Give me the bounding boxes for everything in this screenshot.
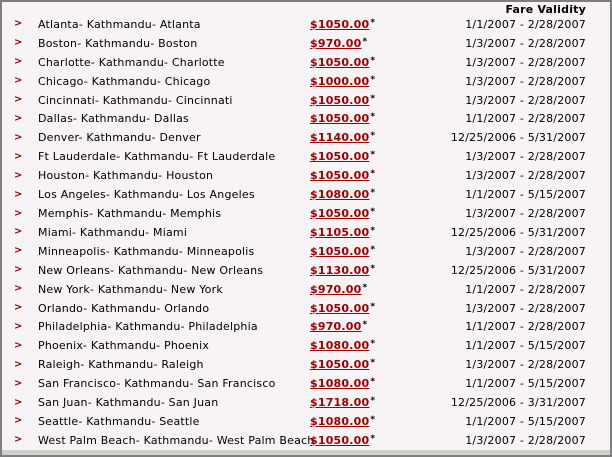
fare-asterisk-icon: * (362, 36, 368, 47)
fare-cell (310, 150, 396, 163)
arrow-right-icon: > (14, 131, 23, 143)
fare-price-link[interactable]: $1000.00 (310, 74, 370, 88)
fare-cell (310, 75, 396, 88)
fare-price-link[interactable]: $1050.00 (310, 150, 370, 164)
arrow-right-icon: > (14, 207, 23, 219)
arrow-right-icon: > (14, 302, 23, 314)
route-label: Raleigh- Kathmandu- Raleigh (38, 358, 204, 372)
arrow-right-icon: > (14, 415, 23, 427)
route-label: Philadelphia- Kathmandu- Philadelphia (38, 320, 258, 334)
fare-validity-text: 12/25/2006 - 5/31/2007 (450, 131, 586, 145)
arrow-right-icon: > (14, 358, 23, 370)
route-label: Memphis- Kathmandu- Memphis (38, 207, 222, 221)
arrow-right-icon: > (14, 150, 23, 162)
fare-price-link[interactable]: $1140.00 (310, 131, 370, 145)
fare-asterisk-icon: * (370, 74, 376, 85)
fare-cell (310, 112, 396, 125)
route-label: Boston- Kathmandu- Boston (38, 36, 198, 50)
fare-asterisk-icon: * (370, 207, 376, 218)
fare-price-link[interactable]: $970.00 (310, 320, 362, 334)
fare-price-link[interactable]: $1080.00 (310, 414, 370, 428)
fare-row (2, 242, 610, 261)
fare-cell (310, 207, 396, 220)
route-label: Ft Lauderdale- Kathmandu- Ft Lauderdale (38, 150, 276, 164)
fare-row (2, 185, 610, 204)
fare-cell (310, 320, 396, 333)
fare-validity-text: 1/1/2007 - 2/28/2007 (465, 320, 586, 334)
fare-cell (310, 302, 396, 315)
arrow-right-icon: > (14, 56, 23, 68)
fare-validity-text: 12/25/2006 - 5/31/2007 (450, 263, 586, 277)
fare-row (2, 431, 610, 450)
fare-validity-text: 12/25/2006 - 5/31/2007 (450, 225, 586, 239)
fare-price-link[interactable]: $1050.00 (310, 169, 370, 183)
arrow-right-icon: > (14, 377, 23, 389)
fare-asterisk-icon: * (370, 169, 376, 180)
arrow-right-icon: > (14, 264, 23, 276)
route-label: Minneapolis- Kathmandu- Minneapolis (38, 244, 255, 258)
fare-row (2, 412, 610, 431)
route-label: San Francisco- Kathmandu- San Francisco (38, 377, 276, 391)
fare-asterisk-icon: * (362, 282, 368, 293)
fare-row (2, 355, 610, 374)
fare-cell (310, 37, 396, 50)
route-label: Dallas- Kathmandu- Dallas (38, 112, 189, 126)
fare-row (2, 318, 610, 337)
arrow-right-icon: > (14, 396, 23, 408)
fare-validity-text: 1/1/2007 - 5/15/2007 (465, 414, 586, 428)
fare-price-link[interactable]: $1050.00 (310, 244, 370, 258)
fare-rows-container (2, 15, 610, 450)
fare-row (2, 204, 610, 223)
route-label: Atlanta- Kathmandu- Atlanta (38, 17, 201, 31)
fare-cell (310, 56, 396, 69)
fare-row (2, 128, 610, 147)
fare-validity-text: 1/1/2007 - 2/28/2007 (465, 17, 586, 31)
fare-cell (310, 131, 396, 144)
route-label: Los Angeles- Kathmandu- Los Angeles (38, 188, 255, 202)
fare-row (2, 110, 610, 129)
fare-asterisk-icon: * (370, 433, 376, 444)
bottom-gray-strip (2, 450, 610, 455)
fare-cell (310, 264, 396, 277)
fare-asterisk-icon: * (362, 320, 368, 331)
fare-asterisk-icon: * (370, 301, 376, 312)
fare-validity-text: 12/25/2006 - 3/31/2007 (450, 396, 586, 410)
fare-price-link[interactable]: $970.00 (310, 36, 362, 50)
arrow-right-icon: > (14, 339, 23, 351)
route-label: San Juan- Kathmandu- San Juan (38, 396, 219, 410)
arrow-right-icon: > (14, 434, 23, 446)
arrow-right-icon: > (14, 226, 23, 238)
fare-cell (310, 415, 396, 428)
arrow-right-icon: > (14, 112, 23, 124)
arrow-right-icon: > (14, 37, 23, 49)
fare-validity-text: 1/1/2007 - 2/28/2007 (465, 112, 586, 126)
fare-row (2, 91, 610, 110)
fare-cell (310, 283, 396, 296)
table-header-row (2, 2, 610, 15)
fare-asterisk-icon: * (370, 131, 376, 142)
fare-validity-text: 1/3/2007 - 2/28/2007 (465, 169, 586, 183)
fare-row (2, 72, 610, 91)
fare-cell (310, 339, 396, 352)
arrow-right-icon: > (14, 94, 23, 106)
fare-row (2, 223, 610, 242)
fare-cell (310, 358, 396, 371)
fare-price-link[interactable]: $1050.00 (310, 55, 370, 69)
fare-cell (310, 245, 396, 258)
fare-price-link[interactable]: $1080.00 (310, 188, 370, 202)
route-label: Chicago- Kathmandu- Chicago (38, 74, 211, 88)
fare-price-link[interactable]: $1050.00 (310, 207, 370, 221)
fare-price-link[interactable]: $1050.00 (310, 17, 370, 31)
route-label: New Orleans- Kathmandu- New Orleans (38, 263, 264, 277)
fare-validity-text: 1/3/2007 - 2/28/2007 (465, 150, 586, 164)
route-label: New York- Kathmandu- New York (38, 282, 223, 296)
route-label: Cincinnati- Kathmandu- Cincinnati (38, 93, 233, 107)
fare-row (2, 147, 610, 166)
arrow-right-icon: > (14, 18, 23, 30)
fare-validity-column-header: Fare Validity (505, 3, 586, 16)
fare-price-link[interactable]: $1080.00 (310, 377, 370, 391)
fare-price-link[interactable]: $1050.00 (310, 93, 370, 107)
fare-price-link[interactable]: $970.00 (310, 282, 362, 296)
fare-asterisk-icon: * (370, 377, 376, 388)
arrow-right-icon: > (14, 320, 23, 332)
fare-cell (310, 377, 396, 390)
fare-asterisk-icon: * (370, 93, 376, 104)
arrow-right-icon: > (14, 245, 23, 257)
fare-validity-text: 1/1/2007 - 2/28/2007 (465, 282, 586, 296)
route-label: Charlotte- Kathmandu- Charlotte (38, 55, 225, 69)
fare-cell (310, 226, 396, 239)
fare-price-link[interactable]: $1050.00 (310, 301, 370, 315)
fare-asterisk-icon: * (370, 414, 376, 425)
fare-price-link[interactable]: $1105.00 (310, 225, 370, 239)
fare-price-link[interactable]: $1050.00 (310, 112, 370, 126)
fare-validity-text: 1/3/2007 - 2/28/2007 (465, 244, 586, 258)
fare-cell (310, 188, 396, 201)
fare-validity-text: 1/3/2007 - 2/28/2007 (465, 74, 586, 88)
fare-validity-text: 1/3/2007 - 2/28/2007 (465, 433, 586, 447)
fare-price-link[interactable]: $1050.00 (310, 358, 370, 372)
route-label: Miami- Kathmandu- Miami (38, 225, 188, 239)
fare-asterisk-icon: * (370, 263, 376, 274)
fare-validity-text: 1/3/2007 - 2/28/2007 (465, 36, 586, 50)
fare-asterisk-icon: * (370, 396, 376, 407)
fare-validity-text: 1/3/2007 - 2/28/2007 (465, 55, 586, 69)
fare-row (2, 261, 610, 280)
fare-row (2, 15, 610, 34)
fare-price-link[interactable]: $1050.00 (310, 433, 370, 447)
fare-asterisk-icon: * (370, 112, 376, 123)
route-label: Seattle- Kathmandu- Seattle (38, 414, 200, 428)
route-label: Houston- Kathmandu- Houston (38, 169, 214, 183)
route-label: Phoenix- Kathmandu- Phoenix (38, 339, 210, 353)
fare-price-link[interactable]: $1130.00 (310, 263, 370, 277)
fare-asterisk-icon: * (370, 55, 376, 66)
fare-cell (310, 434, 396, 447)
fare-row (2, 393, 610, 412)
fare-validity-text: 1/3/2007 - 2/28/2007 (465, 207, 586, 221)
fare-row (2, 374, 610, 393)
fare-row (2, 280, 610, 299)
fare-asterisk-icon: * (370, 150, 376, 161)
route-label: Denver- Kathmandu- Denver (38, 131, 201, 145)
fare-validity-text: 1/3/2007 - 2/28/2007 (465, 93, 586, 107)
fare-price-link[interactable]: $1080.00 (310, 339, 370, 353)
fare-row (2, 299, 610, 318)
fare-validity-text: 1/1/2007 - 5/15/2007 (465, 188, 586, 202)
fare-validity-text: 1/1/2007 - 5/15/2007 (465, 377, 586, 391)
fare-asterisk-icon: * (370, 358, 376, 369)
fare-price-link[interactable]: $1718.00 (310, 396, 370, 410)
fare-cell (310, 169, 396, 182)
fare-asterisk-icon: * (370, 225, 376, 236)
arrow-right-icon: > (14, 75, 23, 87)
fare-validity-text: 1/3/2007 - 2/28/2007 (465, 358, 586, 372)
route-label: West Palm Beach- Kathmandu- West Palm Beach (38, 433, 315, 447)
fare-cell (310, 396, 396, 409)
fare-asterisk-icon: * (370, 339, 376, 350)
fare-row (2, 336, 610, 355)
fare-row (2, 53, 610, 72)
fare-validity-text: 1/1/2007 - 5/15/2007 (465, 339, 586, 353)
arrow-right-icon: > (14, 283, 23, 295)
route-label: Orlando- Kathmandu- Orlando (38, 301, 210, 315)
fare-asterisk-icon: * (370, 244, 376, 255)
arrow-right-icon: > (14, 169, 23, 181)
fare-cell (310, 18, 396, 31)
fare-cell (310, 94, 396, 107)
arrow-right-icon: > (14, 188, 23, 200)
fare-row (2, 34, 610, 53)
fare-asterisk-icon: * (370, 17, 376, 28)
fare-asterisk-icon: * (370, 188, 376, 199)
fare-row (2, 166, 610, 185)
fare-validity-text: 1/3/2007 - 2/28/2007 (465, 301, 586, 315)
